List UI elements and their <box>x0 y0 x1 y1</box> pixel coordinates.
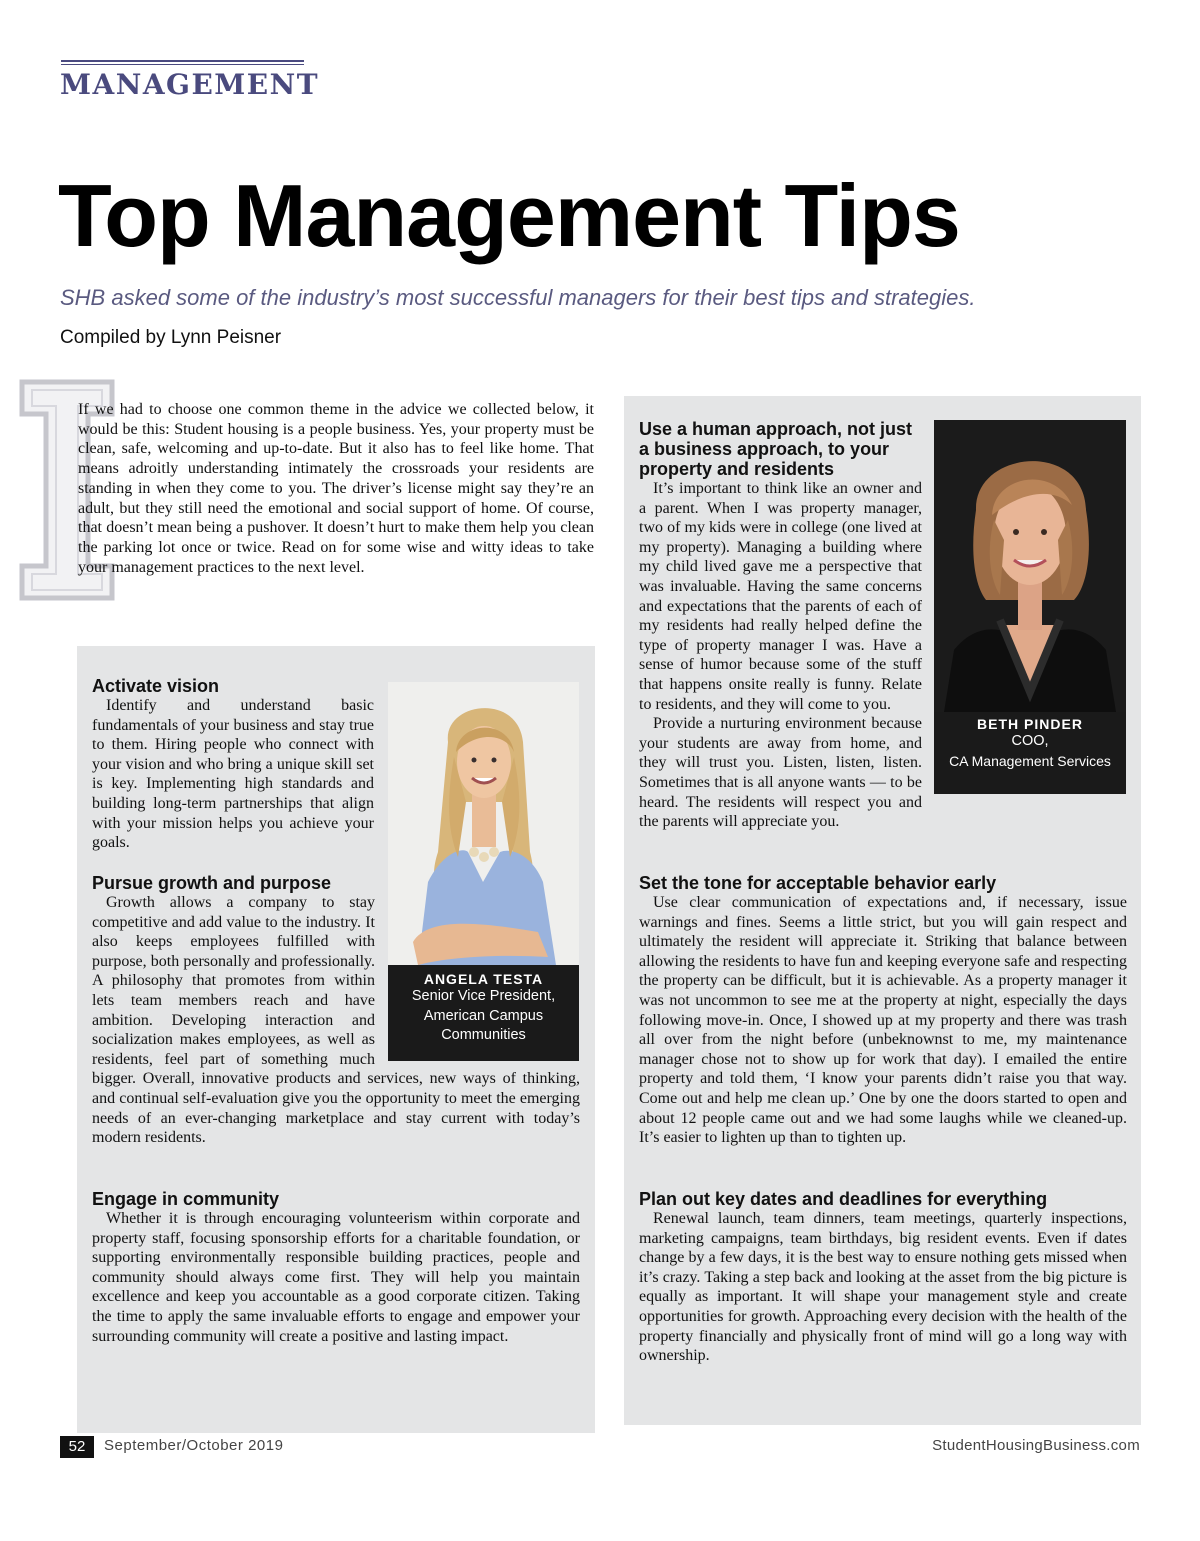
tip-plan-dates <box>639 1189 1127 1366</box>
tip-heading: Plan out key dates and deadlines for everything <box>639 1189 1048 1209</box>
tip-body: Use clear communication of expectations and, if necessary, issue warnings and fines. Seems a little strict, but you will gain respect and ultimately the resident will appreciate it. Striking that balance between allowing the residents to have fun and keeping everyone safe and respecting the property can be difficult, but it is achievable. As a property manager it was not uncommon to see me at the property at night, especially the days following move-in. Once, I showed up at my property and there was trash all over from the night before (unbeknownst to me, my maintenance manager chose not to show up for work that day). I emailed the entire property and told them, ‘I know your parents didn’t raise you that way. Come out and help me clean up.’ One by one the doors started to open and about 12 people came out and we had some laughs while we cleaned-up. It’s easier to lighten up than to tighten up. <box>639 894 1127 1147</box>
tip-body: Renewal launch, team dinners, team meetings, quarterly inspections, marketing campaigns, team birthdays, big resident events. Even if dates change by a few days, it is the best way to ensure nothing gets missed when it’s crazy. Taking a step back and looking at the asset from the big picture is equally as important. It will shape your management style and create opportunities for growth. Approaching every decision with the health of the property financially and physically front of mind will go a long way with ownership. <box>639 1210 1127 1365</box>
tip-activate-vision <box>92 676 374 853</box>
section-label: MANAGEMENT <box>60 68 320 101</box>
intro-paragraph: If we had to choose one common theme in the advice we collected below, it would be this: Student housing is a people business. Yes, your property must be clean, safe, welcoming and up-to-date. But it also has to feel like home. That means adroitly understanding intimately the crossroads your residents are standing in when they come to you. The driver’s license might say they’re an adult, but they still need the emotional and social support of home. Of course, that doesn’t mean being a pushover. It doesn’t hurt to make them help you clean the parking lot once or twice. Read on for some wise and witty ideas to take your management practices to the next level. <box>78 401 594 576</box>
tip-human-approach <box>639 419 1127 832</box>
person-title-line: Senior Vice President, <box>411 988 556 1004</box>
tip-body: Whether it is through encouraging volunteerism within corporate and property staff, focusing sponsorship efforts for a charitable foundation, or supporting environmentally responsible building practices, people and community should always come first. They will help you maintain excellence and keep you accountable as a good corporate citizen. Taking the time to apply the same invaluable efforts to engage and empower your surrounding community will create a positive and lasting impact. <box>92 1210 580 1345</box>
article-title: Top Management Tips <box>58 166 960 265</box>
person-title-line: American Campus <box>423 1007 544 1024</box>
person-title-line: CA Management Services <box>949 752 1111 769</box>
tip-engage-community <box>92 1189 580 1346</box>
tip-pursue-growth <box>92 873 580 1148</box>
page-number: 52 <box>60 1436 94 1458</box>
article-subtitle: SHB asked some of the industry’s most successful managers for their best tips and strategies. <box>60 285 976 310</box>
section-rule-top-thin <box>61 64 304 65</box>
byline: Compiled by Lynn Peisner <box>60 327 282 348</box>
tip-body: It’s important to think like an owner and a parent. When I was property manager, two of my kids were in college (one lived at my property). Managing a building where my child lived gave me a perspective that was invaluable. Having the same concerns and expectations that the parents of each of my residents had really helped define the type of property manager I was. Have a sense of humor because some of the stuff that happens onsite really is funny. Relate to residents, and they will come to you. <box>639 480 922 713</box>
person-title-line: COO, <box>1011 733 1049 749</box>
tip-body-continued: Provide a nurturing environment because your students are away from home, and they will trust you. Listen, listen, listen. Sometimes that is all anyone wants — to be heard. The residents will respect you and the parents will appreciate you. <box>639 715 922 831</box>
person-title-line: Communities <box>441 1027 526 1043</box>
person-name: BETH PINDER <box>977 716 1083 732</box>
tip-body: Identify and understand basic fundamentals of your business and stay true to them. Hiring people who connect with your vision and who bring a unique skill set is key. Implementing high standards and building long-term partnerships that align with your mission helps you achieve your goals. <box>92 697 374 852</box>
tip-heading: Use a human approach, not just a business approach, to your property and residents <box>639 419 913 479</box>
photo-wrap-space <box>375 873 580 1066</box>
tip-set-tone <box>639 873 1127 1148</box>
website-link[interactable]: StudentHousingBusiness.com <box>932 1437 1140 1454</box>
section-rule-top <box>61 60 304 62</box>
tip-heading: Activate vision <box>92 676 220 696</box>
tip-heading: Engage in community <box>92 1189 280 1209</box>
tip-body: Growth allows a company to stay competitive and add value to the industry. It also keeps employees fulfilled with purpose, both personally and professionally. A philosophy that promotes from within lets team members reach and have ambition. Developing interaction and socialization makes employees, as well as residents, feel part of something much bigger. Overall, innovative products and services, new ways of thinking, and continual self-evaluation give you the opportunity to meet the emerging needs of an ever-changing marketplace and stay current with today’s modern residents. <box>92 894 580 1147</box>
tip-heading: Set the tone for acceptable behavior early <box>639 873 997 893</box>
photo-wrap-space <box>922 419 1127 811</box>
tip-heading: Pursue growth and purpose <box>92 873 332 893</box>
issue-date: September/October 2019 <box>104 1437 284 1454</box>
person-name: ANGELA TESTA <box>423 971 544 987</box>
